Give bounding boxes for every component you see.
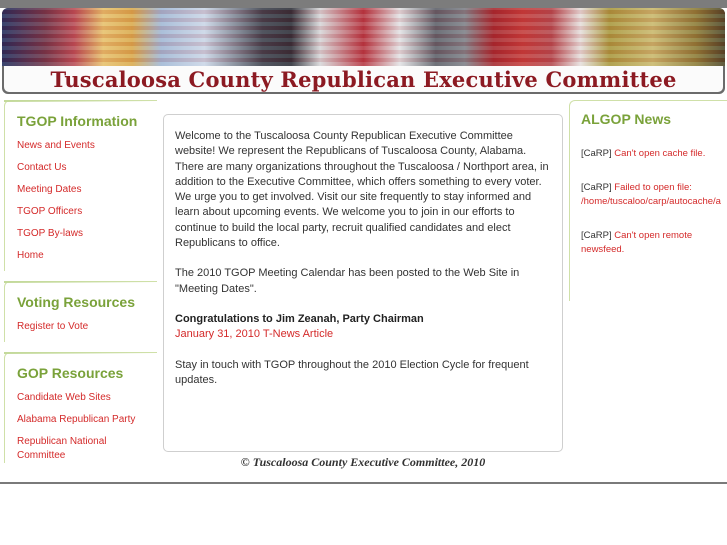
nav-link-republican-national-committee[interactable]: Republican National: [17, 436, 107, 447]
panel-title: ALGOP News: [581, 111, 671, 127]
nav-link-home[interactable]: Home: [17, 250, 44, 261]
feed-error-message: Can't open cache file.: [614, 148, 706, 159]
nav-link-contact-us[interactable]: Contact Us: [17, 162, 67, 173]
feed-prefix: [CaRP]: [581, 182, 612, 193]
feed-item: [581, 147, 727, 161]
banner-image: [2, 8, 725, 66]
top-strip: [0, 0, 727, 8]
header-banner: [2, 8, 725, 94]
nav-link-register-to-vote[interactable]: Register to Vote: [17, 321, 89, 332]
feed-prefix: [CaRP]: [581, 148, 612, 159]
congrats-heading: Congratulations to Jim Zeanah, Party Chairman: [175, 312, 424, 325]
welcome-paragraph: Welcome to the Tuscaloosa County Republican Executive Committee website! We represent the Republicans of Tuscaloosa County, Alabama. There are many organizations throughout the Tuscaloosa / Northport area, in addition to the Executive Committee, which offers something to every voter. We urge you to get involved. Visit our site frequently to stay informed and learn about upcoming events. We welcome you to join in our efforts to continue to build the local party, recruit qualified candidates and elect Republicans to office.: [175, 130, 549, 250]
feed-error-message-line2: newsfeed.: [581, 244, 625, 255]
sidebar-section-gop-resources: [4, 352, 157, 463]
feed-error-message: Failed to open file:: [614, 182, 692, 193]
feed-error-path: /home/tuscaloo/carp/autocache/a: [581, 196, 721, 207]
stay-in-touch-paragraph: Stay in touch with TGOP throughout the 2010 Election Cycle for frequent updates.: [175, 358, 529, 386]
feed-item: [581, 229, 727, 257]
section-title: GOP Resources: [17, 365, 124, 381]
nav-link-republican-national-committee-line2[interactable]: Committee: [17, 450, 66, 461]
congrats-block: [175, 312, 550, 343]
nav-link-alabama-republican-party[interactable]: Alabama Republican Party: [17, 414, 136, 425]
calendar-notice: The 2010 TGOP Meeting Calendar has been posted to the Web Site in "Meeting Dates".: [175, 267, 520, 295]
banner-title-bar: [4, 66, 723, 92]
nav-link-news-and-events[interactable]: News and Events: [17, 140, 95, 151]
sidebar-section-voting-resources: [4, 281, 157, 342]
copyright-footer: © Tuscaloosa County Executive Committee, 2010: [240, 455, 486, 469]
algop-news-panel: [569, 100, 727, 301]
nav-link-tgop-bylaws[interactable]: TGOP By-laws: [17, 228, 83, 239]
section-title: Voting Resources: [17, 294, 135, 310]
nav-link-meeting-dates[interactable]: Meeting Dates: [17, 184, 82, 195]
feed-error-message: Can't open remote: [614, 230, 693, 241]
feed-item: [581, 181, 727, 209]
section-title: TGOP Information: [17, 113, 138, 129]
site-title: Tuscaloosa County Republican Executive Committee: [50, 66, 677, 92]
tnews-article-link[interactable]: January 31, 2010 T-News Article: [175, 328, 334, 341]
nav-link-candidate-web-sites[interactable]: Candidate Web Sites: [17, 392, 111, 403]
nav-link-tgop-officers[interactable]: TGOP Officers: [17, 206, 83, 217]
feed-prefix: [CaRP]: [581, 230, 612, 241]
main-content: [163, 114, 563, 452]
sidebar-section-tgop-information: [4, 100, 157, 271]
